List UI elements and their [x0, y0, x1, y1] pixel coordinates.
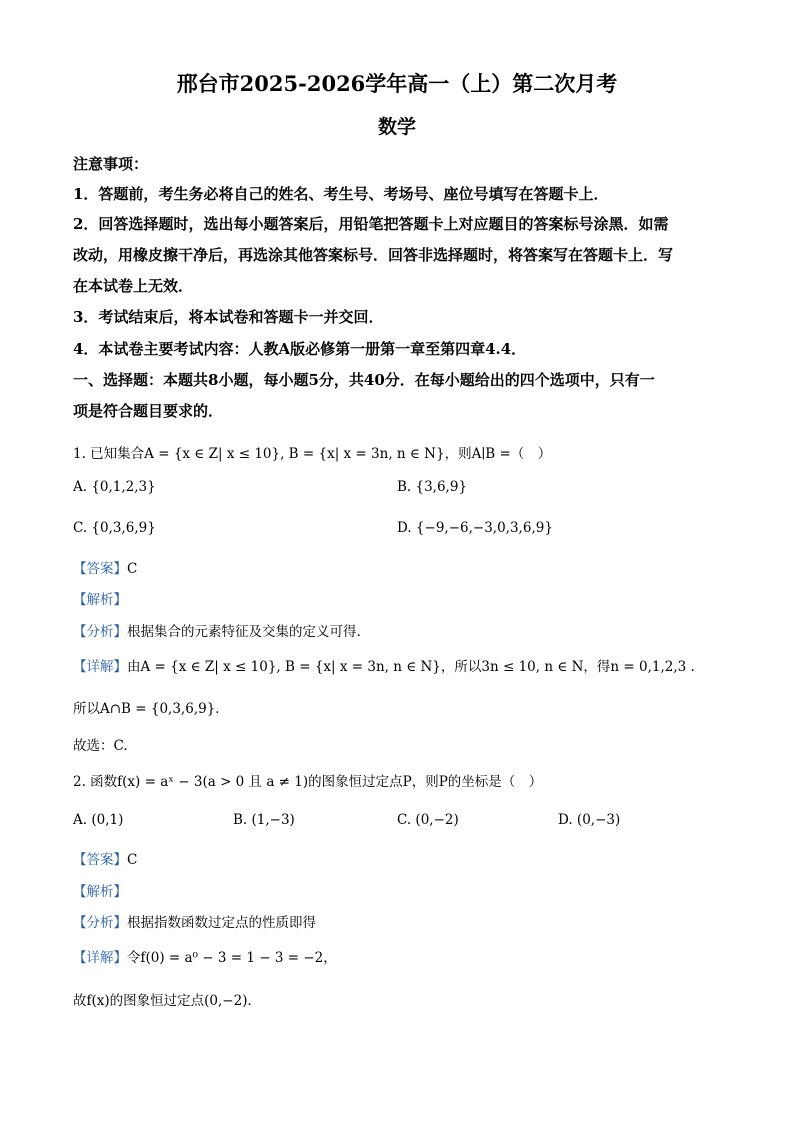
notice-item-2-line-1: 2．回答选择题时，选出每小题答案后，用铅笔把答题卡上对应题目的答案标号涂黑．如需	[73, 215, 669, 233]
q2-conclusion: 故f(x)的图象恒过定点(0,−2)．	[73, 993, 261, 1009]
analysis-tag: 【解析】	[73, 592, 127, 608]
q1-option-a: A. {0,1,2,3}	[73, 479, 156, 495]
q2-option-b: B. (1,−3)	[233, 812, 295, 828]
answer-value: C	[127, 852, 138, 868]
q1-option-c: C. {0,3,6,9}	[73, 520, 156, 536]
analysis-tag: 【解析】	[73, 884, 127, 900]
q1-stem: 1. 已知集合A = {x ∈ Z| x ≤ 10}, B = {x| x = 3n, n ∈ N}，则A∣B =（ ）	[73, 446, 552, 462]
q2-detail	[73, 946, 337, 966]
answer-tag: 【答案】	[73, 852, 127, 868]
notice-item-4: 4．本试卷主要考试内容：人教A版必修第一册第一章至第四章4.4．	[73, 340, 527, 358]
q2-option-a: A. (0,1)	[73, 812, 124, 828]
exam-title: 邢台市2025-2026学年高一（上）第二次月考	[176, 71, 618, 96]
detail-tag: 【详解】	[73, 950, 127, 966]
fenxi-text: 根据指数函数过定点的性质即得	[127, 915, 316, 931]
q2-option-d: D. (0,−3)	[558, 812, 621, 828]
section-1-heading-line-2: 项是符合题目要求的．	[73, 402, 224, 420]
answer-tag: 【答案】	[73, 561, 127, 577]
subject-title: 数学	[377, 116, 416, 138]
notice-item-1: 1．答题前，考生务必将自己的姓名、考生号、考场号、座位号填写在答题卡上．	[73, 185, 609, 203]
q1-fenxi	[73, 620, 361, 640]
notice-item-2-line-3: 在本试卷上无效．	[73, 277, 194, 295]
q1-detail	[73, 655, 695, 675]
q1-answer	[73, 557, 137, 577]
fenxi-tag: 【分析】	[73, 915, 127, 931]
q2-analysis-tag	[73, 880, 127, 900]
notice-item-2-line-2: 改动，用橡皮擦干净后，再选涂其他答案标号．回答非选择题时，将答案写在答题卡上．写	[73, 246, 674, 264]
q1-option-d: D. {−9,−6,−3,0,3,6,9}	[397, 520, 553, 536]
q2-answer	[73, 848, 137, 868]
section-1-heading-line-1: 一、选择题：本题共8小题，每小题5分，共40分．在每小题给出的四个选项中，只有一	[73, 371, 655, 389]
fenxi-text: 根据集合的元素特征及交集的定义可得.	[127, 624, 361, 640]
detail-text: 令f(0) = a⁰ − 3 = 1 − 3 = −2，	[127, 950, 337, 966]
detail-tag: 【详解】	[73, 659, 127, 675]
q2-stem: 2. 函数f(x) = aˣ − 3(a > 0 且 a ≠ 1)的图象恒过定点P，则P的坐标是（ ）	[73, 774, 543, 790]
notice-item-3: 3．考试结束后，将本试卷和答题卡一并交回．	[73, 308, 384, 326]
q1-analysis-tag	[73, 588, 127, 608]
q2-option-c: C. (0,−2)	[397, 812, 459, 828]
q1-choose: 故选：C.	[73, 738, 128, 754]
q1-conclusion: 所以A∩B = {0,3,6,9}．	[73, 701, 229, 717]
q1-option-b: B. {3,6,9}	[397, 479, 468, 495]
answer-value: C	[127, 561, 138, 577]
fenxi-tag: 【分析】	[73, 624, 127, 640]
detail-text: 由A = {x ∈ Z| x ≤ 10}, B = {x| x = 3n, n ∈ N}，所以3n ≤ 10, n ∈ N，得n = 0,1,2,3 .	[127, 659, 695, 675]
q2-fenxi	[73, 911, 316, 931]
notice-heading: 注意事项：	[73, 155, 149, 173]
